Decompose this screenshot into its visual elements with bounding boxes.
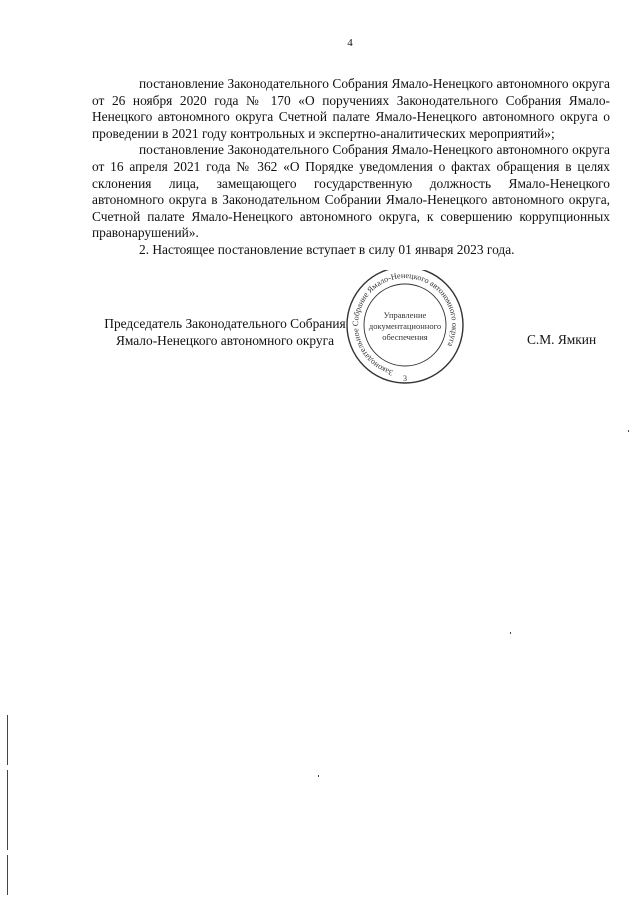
paragraph-resolution-362: постановление Законодательного Собрания Ямало-Ненецкого автономного округа от 16 апреля 2021 года № 362 «О Порядке уведомления о фактах обращения в целях склонения лица, замещающего государственную должность Ямало-Ненецкого автономного округа в Законодательном Собрании Ямало-Ненецкого автономного округа, Счетной палате Ямало-Ненецкого автономного округа, к совершению коррупционных правонарушений».	[92, 142, 610, 241]
page-number: 4	[347, 37, 353, 49]
signatory-name: С.М. Ямкин	[527, 332, 597, 347]
seal-center-line2: документационного	[368, 321, 442, 331]
seal-ring-text: Законодательное Собрание Ямало-Ненецкого автономного округа	[350, 270, 460, 378]
signatory-title	[90, 315, 360, 349]
signatory-title-line2: Ямало-Ненецкого автономного округа	[115, 333, 335, 348]
scan-speck	[628, 430, 629, 432]
paragraph-resolution-170: постановление Законодательного Собрания Ямало-Ненецкого автономного округа от 26 ноября 2020 года № 170 «О поручениях Законодательного Собрания Ямало-Ненецкого автономного округа Счетной палате Ямало-Ненецкого автономного округа о проведении в 2021 году контрольных и экспертно-аналитических мероприятий»;	[92, 76, 610, 141]
scan-speck	[510, 632, 511, 634]
seal-center-line1: Управление	[383, 310, 427, 320]
seal-number: 3	[403, 374, 407, 383]
scan-edge-line	[7, 770, 8, 850]
official-seal-stamp	[330, 270, 480, 386]
scan-speck	[318, 775, 319, 777]
seal-center-line3: обеспечения	[382, 332, 428, 342]
scan-edge-line	[7, 715, 8, 765]
paragraph-effective-date: 2. Настоящее постановление вступает в силу 01 января 2023 года.	[139, 241, 515, 257]
scan-edge-line	[7, 855, 8, 895]
signatory-title-line1: Председатель Законодательного Собрания	[104, 316, 346, 331]
